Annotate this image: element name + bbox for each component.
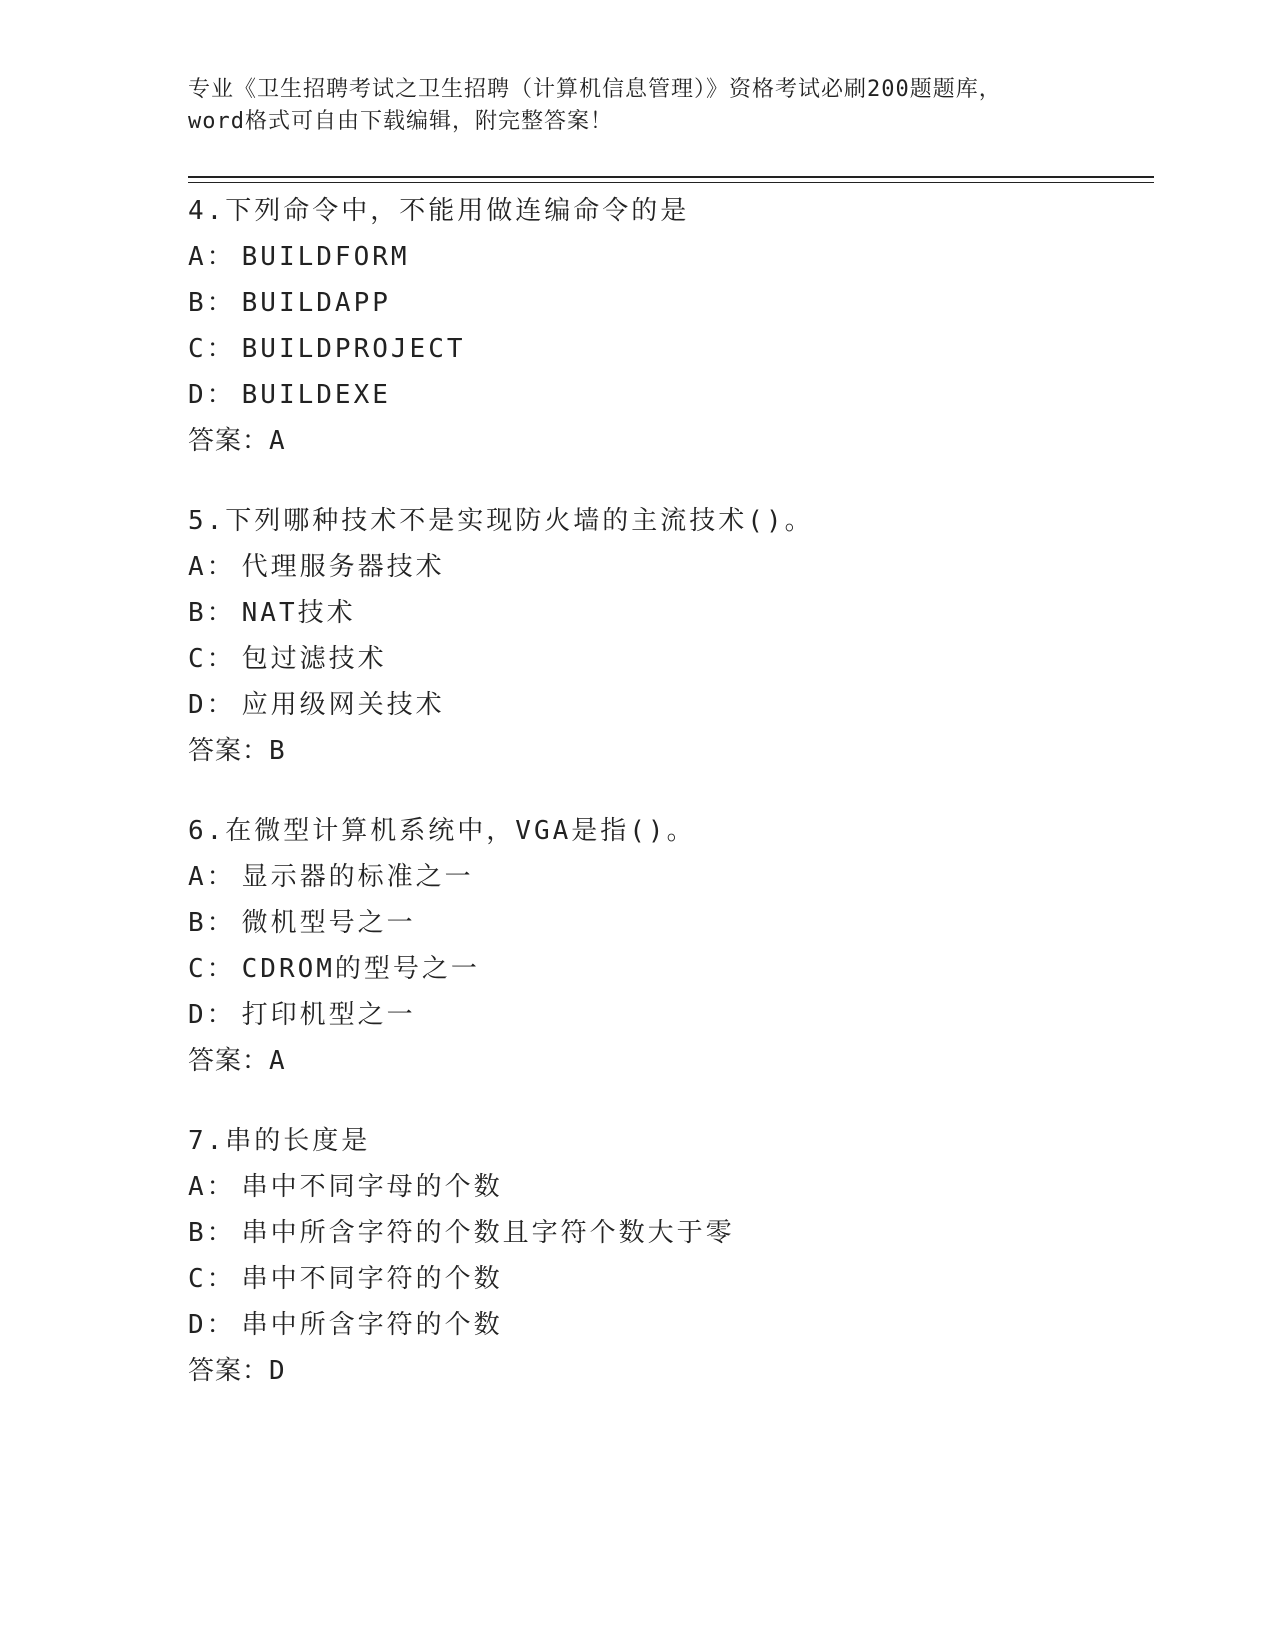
option-d <box>188 689 445 721</box>
document-header <box>188 74 1088 138</box>
option-letter: A： <box>188 552 236 582</box>
option-d <box>188 1309 503 1341</box>
question-title: 5.下列哪种技术不是实现防火墙的主流技术()。 <box>188 506 814 536</box>
option-a <box>188 551 445 583</box>
option-letter: C： <box>188 334 236 364</box>
option-b <box>188 287 391 319</box>
option-c <box>188 1263 503 1295</box>
question-title: 6.在微型计算机系统中，VGA是指()。 <box>188 816 696 846</box>
option-text: 打印机型之一 <box>241 1000 416 1030</box>
option-text: 微机型号之一 <box>241 908 416 938</box>
option-text: BUILDEXE <box>241 380 391 410</box>
option-letter: A： <box>188 242 236 272</box>
option-text: 代理服务器技术 <box>241 552 445 582</box>
option-letter: A： <box>188 862 236 892</box>
option-b <box>188 907 416 939</box>
option-c <box>188 953 480 985</box>
option-letter: D： <box>188 380 236 410</box>
option-text: NAT技术 <box>241 598 356 628</box>
header-line-2: word格式可自由下载编辑，附完整答案！ <box>188 109 613 134</box>
header-divider-thick <box>188 176 1154 178</box>
question-title: 7.串的长度是 <box>188 1126 371 1156</box>
answer-line: 答案：A <box>188 1046 286 1076</box>
option-letter: D： <box>188 1000 236 1030</box>
option-letter: B： <box>188 598 236 628</box>
option-letter: C： <box>188 1264 236 1294</box>
option-text: 串中所含字符的个数 <box>241 1310 503 1340</box>
option-a <box>188 241 410 273</box>
option-text: 包过滤技术 <box>241 644 387 674</box>
option-b <box>188 597 356 629</box>
answer-line: 答案：B <box>188 736 286 766</box>
option-text: BUILDFORM <box>241 242 410 272</box>
answer-line: 答案：D <box>188 1356 286 1386</box>
option-b <box>188 1217 735 1249</box>
option-d <box>188 379 391 411</box>
option-text: 串中所含字符的个数且字符个数大于零 <box>241 1218 735 1248</box>
option-letter: B： <box>188 908 236 938</box>
option-c <box>188 333 466 365</box>
option-d <box>188 999 416 1031</box>
option-letter: B： <box>188 1218 236 1248</box>
header-line-1: 专业《卫生招聘考试之卫生招聘（计算机信息管理）》资格考试必刷200题题库， <box>188 77 1002 102</box>
option-letter: B： <box>188 288 236 318</box>
option-text: 串中不同字母的个数 <box>241 1172 503 1202</box>
header-divider-thin <box>188 182 1154 183</box>
option-text: CDROM的型号之一 <box>241 954 480 984</box>
answer-line: 答案：A <box>188 426 286 456</box>
option-letter: C： <box>188 644 236 674</box>
option-c <box>188 643 387 675</box>
option-letter: D： <box>188 1310 236 1340</box>
option-text: 串中不同字符的个数 <box>241 1264 503 1294</box>
option-a <box>188 861 474 893</box>
option-letter: D： <box>188 690 236 720</box>
option-letter: C： <box>188 954 236 984</box>
option-text: 显示器的标准之一 <box>241 862 474 892</box>
option-a <box>188 1171 503 1203</box>
option-text: BUILDAPP <box>241 288 391 318</box>
option-text: BUILDPROJECT <box>241 334 466 364</box>
question-title: 4.下列命令中，不能用做连编命令的是 <box>188 196 690 226</box>
option-text: 应用级网关技术 <box>241 690 445 720</box>
option-letter: A： <box>188 1172 236 1202</box>
